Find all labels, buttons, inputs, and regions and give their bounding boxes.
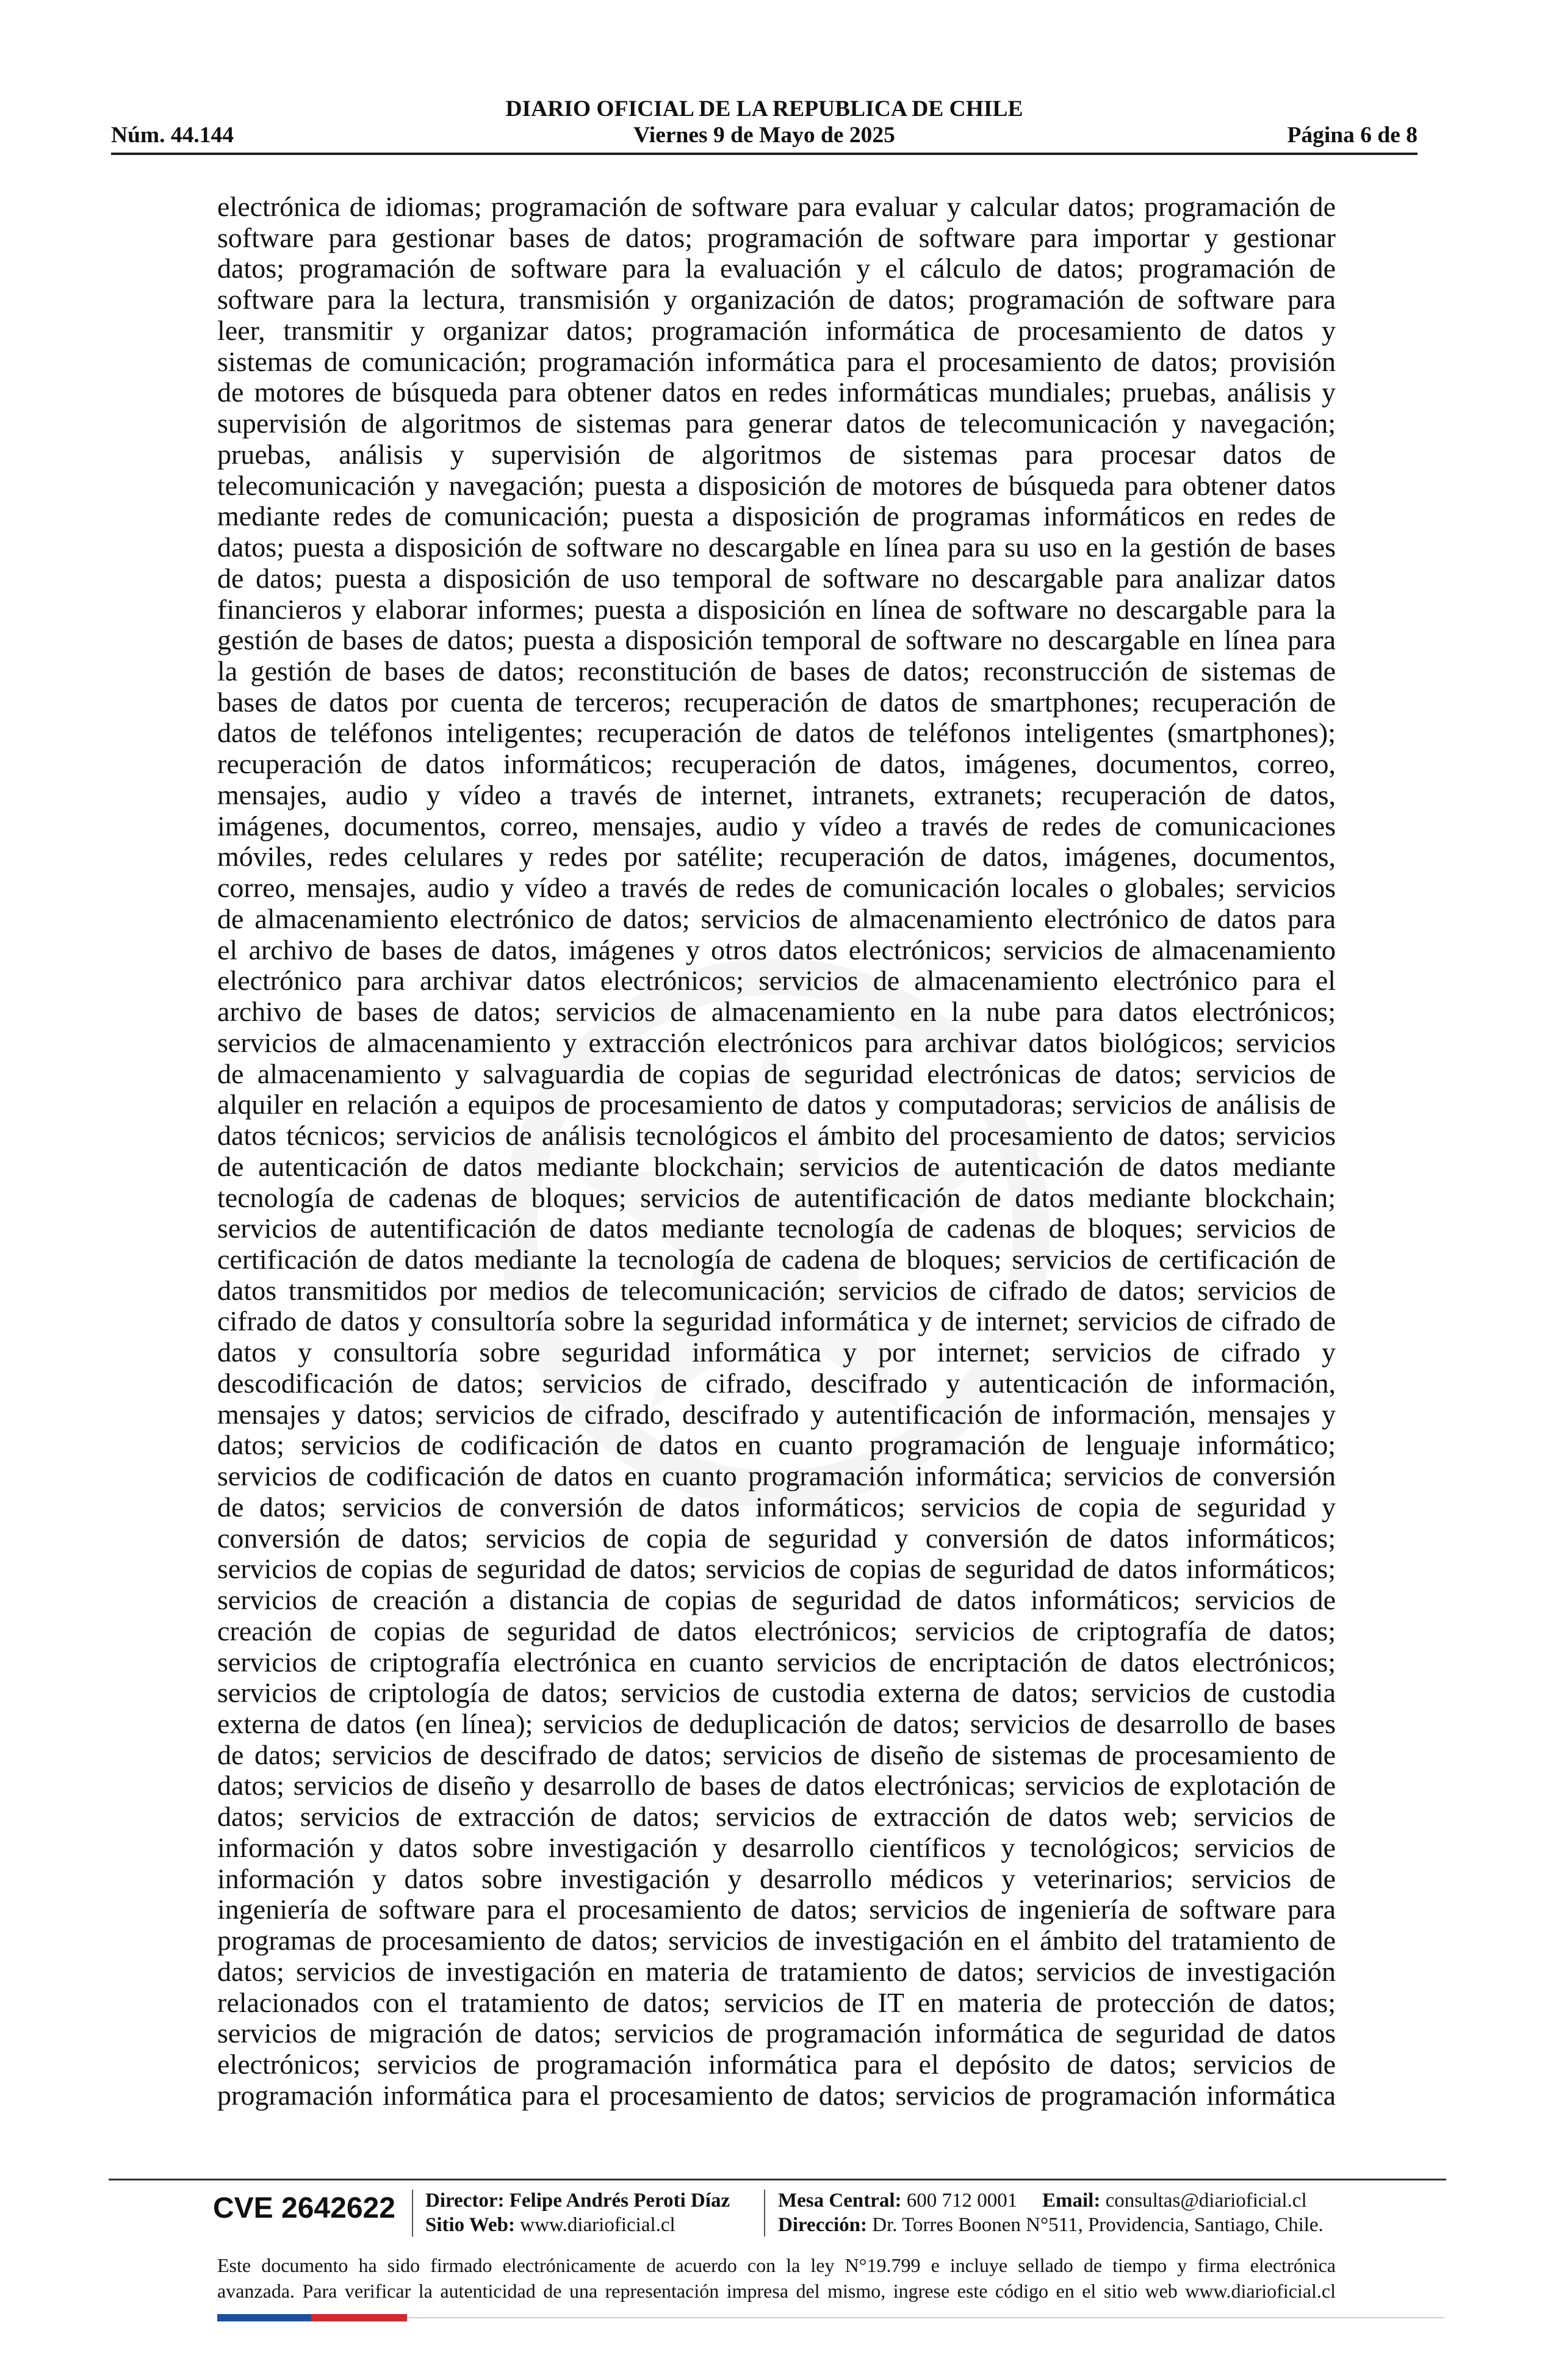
body-text-line: conversión de datos; servicios de copia de seguridad y conversión de datos informáticos;: [217, 1523, 1336, 1554]
body-text-line: móviles, redes celulares y redes por satélite; recuperación de datos, imágenes, documentos,: [217, 842, 1336, 873]
address-info: [778, 2213, 1324, 2237]
body-text-line: información y datos sobre investigación y desarrollo médicos y veterinarios; servicios de: [217, 1863, 1336, 1894]
body-text-line: recuperación de datos informáticos; recuperación de datos, imágenes, documentos, correo,: [217, 749, 1336, 780]
body-text-line: alquiler en relación a equipos de procesamiento de datos y computadoras; servicios de análisis de: [217, 1089, 1336, 1120]
body-text-line: imágenes, documentos, correo, mensajes, audio y vídeo a través de redes de comunicaciones: [217, 810, 1336, 842]
footer-rule: [109, 2179, 1446, 2180]
director-name: Felipe Andrés Peroti Díaz: [509, 2190, 730, 2212]
color-bar-rule: [407, 2317, 1444, 2318]
address-label: Dirección:: [778, 2214, 868, 2236]
body-text-line: de datos; servicios de descifrado de datos; servicios de diseño de sistemas de procesamiento de: [217, 1739, 1336, 1770]
director-info: [425, 2188, 730, 2213]
body-text-line: servicios de almacenamiento y extracción electrónicos para archivar datos biológicos; servicios: [217, 1027, 1336, 1058]
body-text-line: de datos; servicios de conversión de datos informáticos; servicios de copia de seguridad y: [217, 1491, 1336, 1523]
body-text-line: datos; servicios de codificación de datos en cuanto programación de lenguaje informático;: [217, 1430, 1336, 1461]
website-label: Sitio Web:: [425, 2214, 516, 2236]
body-text-line: datos técnicos; servicios de análisis tecnológicos el ámbito del procesamiento de datos; servicios: [217, 1120, 1336, 1152]
body-text-line: certificación de datos mediante la tecnología de cadena de bloques; servicios de certificación de: [217, 1244, 1336, 1275]
body-text-line: mensajes y datos; servicios de cifrado, descifrado y autentificación de información, mensajes y: [217, 1399, 1336, 1430]
body-text-line: descodificación de datos; servicios de cifrado, descifrado y autenticación de información,: [217, 1368, 1336, 1399]
body-text-line: electrónico para archivar datos electrónicos; servicios de almacenamiento electrónico para el: [217, 965, 1336, 997]
body-text-line: programas de procesamiento de datos; servicios de investigación en el ámbito del tratamiento de: [217, 1925, 1336, 1956]
body-text-line: servicios de autentificación de datos mediante tecnología de cadenas de bloques; servicios de: [217, 1213, 1336, 1244]
body-text-line: datos y consultoría sobre seguridad informática y por internet; servicios de cifrado y: [217, 1337, 1336, 1368]
body-text-line: de almacenamiento y salvaguardia de copias de seguridad electrónicas de datos; servicios de: [217, 1058, 1336, 1089]
body-text-line: ingeniería de software para el procesamiento de datos; servicios de ingeniería de software para: [217, 1894, 1336, 1925]
cve-code: CVE 2642622: [213, 2192, 395, 2224]
body-text-line: software para gestionar bases de datos; programación de software para importar y gestionar: [217, 222, 1336, 253]
header-title: DIARIO OFICIAL DE LA REPUBLICA DE CHILE: [505, 96, 1023, 121]
body-text-line: creación de copias de seguridad de datos electrónicos; servicios de criptografía de datos;: [217, 1615, 1336, 1646]
body-text-line: mediante redes de comunicación; puesta a disposición de programas informáticos en redes de: [217, 501, 1336, 532]
body-text-line: el archivo de bases de datos, imágenes y otros datos electrónicos; servicios de almacenamiento: [217, 934, 1336, 965]
body-text-line: la gestión de bases de datos; reconstitución de bases de datos; reconstrucción de sistemas de: [217, 656, 1336, 687]
email-address: consultas@diarioficial.cl: [1105, 2190, 1307, 2212]
body-text-line: tecnología de cadenas de bloques; servicios de autentificación de datos mediante blockchain;: [217, 1182, 1336, 1213]
body-text-line: sistemas de comunicación; programación informática para el procesamiento de datos; provisión: [217, 346, 1336, 377]
body-text-line: datos de teléfonos inteligentes; recuperación de datos de teléfonos inteligentes (smartphones);: [217, 718, 1336, 749]
body-text-line: electrónica de idiomas; programación de software para evaluar y calcular datos; programación de: [217, 192, 1336, 222]
body-text-line: electrónicos; servicios de programación informática para el depósito de datos; servicios de: [217, 2049, 1336, 2080]
body-text: [217, 192, 1336, 2111]
issue-date: Viernes 9 de Mayo de 2025: [633, 123, 895, 148]
address-text: Dr. Torres Boonen N°511, Providencia, Santiago, Chile.: [872, 2214, 1324, 2236]
body-text-line: datos; servicios de investigación en materia de tratamiento de datos; servicios de investigación: [217, 1956, 1336, 1987]
body-text-line: servicios de criptografía electrónica en cuanto servicios de encriptación de datos electrónicos;: [217, 1646, 1336, 1678]
body-text-line: de autenticación de datos mediante blockchain; servicios de autenticación de datos mediante: [217, 1151, 1336, 1182]
phone-label: Mesa Central:: [778, 2190, 902, 2212]
phone-number: 600 712 0001: [906, 2190, 1018, 2212]
body-text-line: bases de datos por cuenta de terceros; recuperación de datos de smartphones; recuperación de: [217, 687, 1336, 718]
issue-number: Núm. 44.144: [111, 123, 234, 148]
body-text-line: financieros y elaborar informes; puesta a disposición en línea de software no descargable para la: [217, 594, 1336, 625]
body-text-line: leer, transmitir y organizar datos; programación informática de procesamiento de datos y: [217, 315, 1336, 346]
body-text-line: programación informática para el procesamiento de datos; servicios de programación informática: [217, 2080, 1336, 2111]
body-text-line: datos; servicios de diseño y desarrollo de bases de datos electrónicas; servicios de explotación de: [217, 1770, 1336, 1801]
body-text-line: cifrado de datos y consultoría sobre la seguridad informática y de internet; servicios de cifrado de: [217, 1306, 1336, 1337]
page-number: Página 6 de 8: [1287, 123, 1417, 148]
body-text-line: software para la lectura, transmisión y organización de datos; programación de software para: [217, 284, 1336, 316]
body-text-line: información y datos sobre investigación y desarrollo científicos y tecnológicos; servicios de: [217, 1832, 1336, 1863]
color-bar-red: [311, 2314, 407, 2321]
body-text-line: datos transmitidos por medios de telecomunicación; servicios de cifrado de datos; servicios de: [217, 1275, 1336, 1306]
color-bar-blue: [217, 2314, 311, 2321]
phone-info: [778, 2188, 1017, 2213]
website-info: [425, 2213, 675, 2237]
body-text-line: servicios de migración de datos; servicios de programación informática de seguridad de datos: [217, 2018, 1336, 2049]
body-text-line: de motores de búsqueda para obtener datos en redes informáticas mundiales; pruebas, análisis y: [217, 377, 1336, 408]
body-text-line: servicios de criptología de datos; servicios de custodia externa de datos; servicios de custodia: [217, 1678, 1336, 1709]
body-text-line: correo, mensajes, audio y vídeo a través de redes de comunicación locales o globales; servicios: [217, 873, 1336, 904]
body-text-line: relacionados con el tratamiento de datos; servicios de IT en materia de protección de datos;: [217, 1987, 1336, 2018]
body-text-line: telecomunicación y navegación; puesta a disposición de motores de búsqueda para obtener datos: [217, 470, 1336, 501]
director-label: Director:: [425, 2190, 505, 2212]
body-text-line: mensajes, audio y vídeo a través de internet, intranets, extranets; recuperación de datos,: [217, 779, 1336, 810]
body-text-line: archivo de bases de datos; servicios de almacenamiento en la nube para datos electrónicos;: [217, 997, 1336, 1028]
footer-separator: [412, 2190, 413, 2237]
body-text-line: supervisión de algoritmos de sistemas para generar datos de telecomunicación y navegación;: [217, 408, 1336, 439]
website-url: www.diarioficial.cl: [520, 2214, 675, 2236]
footer-separator: [764, 2190, 765, 2237]
email-info: [1042, 2188, 1307, 2213]
body-text-line: datos; puesta a disposición de software no descargable en línea para su uso en la gestión de bases: [217, 532, 1336, 563]
body-text-line: externa de datos (en línea); servicios de deduplicación de datos; servicios de desarrollo de bases: [217, 1708, 1336, 1739]
body-text-line: pruebas, análisis y supervisión de algoritmos de sistemas para procesar datos de: [217, 439, 1336, 470]
body-text-line: servicios de creación a distancia de copias de seguridad de datos informáticos; servicios de: [217, 1585, 1336, 1616]
body-text-line: servicios de codificación de datos en cuanto programación informática; servicios de conversión: [217, 1461, 1336, 1492]
disclaimer-line: Este documento ha sido firmado electrónicamente de acuerdo con la ley N°19.799 e incluye sellado de tiempo y firma electrónica: [217, 2254, 1336, 2276]
body-text-line: datos; programación de software para la evaluación y el cálculo de datos; programación de: [217, 253, 1336, 284]
body-text-line: gestión de bases de datos; puesta a disposición temporal de software no descargable en línea para: [217, 625, 1336, 656]
body-text-line: datos; servicios de extracción de datos; servicios de extracción de datos web; servicios de: [217, 1801, 1336, 1833]
body-text-line: servicios de copias de seguridad de datos; servicios de copias de seguridad de datos informáticos;: [217, 1554, 1336, 1585]
body-text-line: de datos; puesta a disposición de uso temporal de software no descargable para analizar datos: [217, 563, 1336, 594]
body-text-line: de almacenamiento electrónico de datos; servicios de almacenamiento electrónico de datos para: [217, 903, 1336, 934]
email-label: Email:: [1042, 2190, 1101, 2212]
disclaimer-line: avanzada. Para verificar la autenticidad de una representación impresa del mismo, ingrese este código en el sitio web www.diarioficial.cl: [217, 2280, 1336, 2302]
header-rule: [111, 153, 1417, 155]
